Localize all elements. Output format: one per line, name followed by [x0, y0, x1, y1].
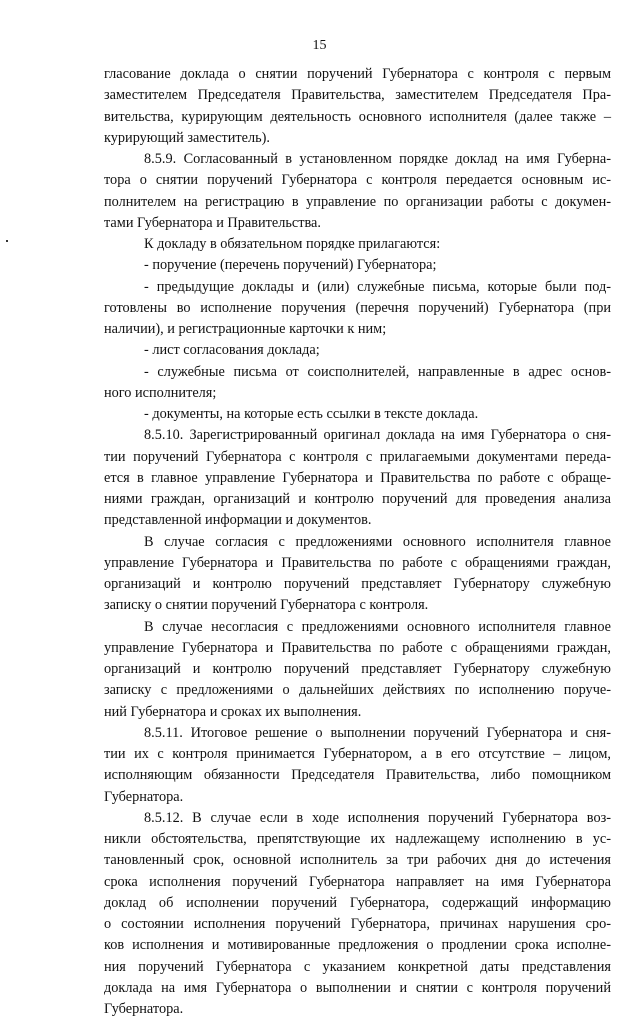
text-line: ния поручений Губернатора с указанием конкретной даты представления: [104, 958, 611, 975]
text-line: срока исполнения поручений Губернатора направляет на имя Губернатора: [104, 873, 611, 890]
text-line: 8.5.10. Зарегистрированный оригинал доклада на имя Губернатора о сня-: [144, 427, 611, 444]
text-line: 8.5.12. В случае если в ходе исполнения поручений Губернатора воз-: [144, 809, 611, 826]
text-line: заместителем Председателя Правительства, заместителем Председателя Пра-: [104, 87, 611, 104]
document-body: [104, 64, 611, 1020]
text-line: никли обстоятельства, препятствующие их надлежащему исполнению в ус-: [104, 831, 611, 847]
text-line: организаций и контролю поручений представляет Губернатору служебную: [104, 576, 611, 592]
text-line: - предыдущие доклады и (или) служебные письма, которые были под-: [144, 278, 611, 295]
text-line: Губернатора.: [104, 788, 184, 805]
margin-speck: [6, 240, 8, 242]
text-line: наличии), и регистрационные карточки к ним;: [104, 321, 387, 337]
text-line: полнителем на регистрацию в управление по организации работы с докумен-: [104, 193, 611, 210]
text-line: организаций и контролю поручений представляет Губернатору служебную: [104, 661, 611, 677]
text-line: тора о снятии поручений Губернатора с контроля передается основным ис-: [104, 172, 611, 189]
text-line: тановленный срок, основной исполнитель за три рабочих дня до истечения: [104, 852, 611, 869]
text-line: управление Губернатора и Правительства по работе с обращениями граждан,: [104, 639, 611, 656]
text-line: тии поручений Губернатора с контроля с прилагаемыми документами переда-: [104, 448, 611, 465]
text-line: записку о снятии поручений Губернатора с контроля.: [104, 597, 429, 614]
text-line: 8.5.11. Итоговое решение о выполнении поручений Губернатора и сня-: [144, 724, 611, 741]
text-line: ниями граждан, организаций и контролю поручений для проведения анализа: [104, 491, 611, 507]
text-line: тами Губернатора и Правительства.: [104, 214, 321, 231]
text-line: В случае несогласия с предложениями основного исполнителя главное: [144, 618, 611, 635]
text-line: доклада на имя Губернатора о выполнении и снятии с контроля поручений: [104, 979, 611, 996]
text-line: представленной информации и документов.: [104, 512, 372, 529]
text-line: - служебные письма от соисполнителей, направленные в адрес основ-: [144, 363, 611, 380]
text-line: исполняющим обязанности Председателя Правительства, либо помощником: [104, 767, 611, 784]
text-line: 8.5.9. Согласованный в установленном порядке доклад на имя Губерна-: [144, 151, 611, 167]
text-line: ного исполнителя;: [104, 384, 217, 401]
text-line: управление Губернатора и Правительства по работе с обращениями граждан,: [104, 554, 611, 571]
text-line: ков исполнения и мотивированные предложения о продлении срока исполне-: [104, 937, 611, 954]
text-line: записку с предложениями о дальнейших действиях по исполнению поруче-: [104, 682, 611, 699]
text-line: о состоянии исполнения поручений Губернатора, причинах нарушения сро-: [104, 916, 611, 932]
text-line: вительства, курирующим деятельность основного исполнителя (далее также –: [104, 108, 611, 125]
text-line: В случае согласия с предложениями основного исполнителя главное: [144, 533, 611, 550]
text-line: ний Губернатора и сроках их выполнения.: [104, 703, 362, 720]
text-line: - поручение (перечень поручений) Губернатора;: [144, 257, 437, 274]
text-line: - лист согласования доклада;: [144, 342, 320, 359]
text-line: Губернатора.: [104, 1001, 184, 1017]
text-line: курирующий заместитель).: [104, 129, 270, 146]
text-line: ется в главное управление Губернатора и Правительства по работе с обраще-: [104, 469, 611, 486]
text-line: гласование доклада о снятии поручений Губернатора с контроля с первым: [104, 66, 611, 82]
text-line: готовлены во исполнение поручения (перечня поручений) Губернатора (при: [104, 299, 611, 316]
text-line: доклад об исполнении поручений Губернатора, содержащий информацию: [104, 894, 611, 911]
page-number: 15: [312, 38, 327, 53]
text-line: - документы, на которые есть ссылки в тексте доклада.: [144, 406, 479, 422]
text-line: тии их с контроля принимается Губернатором, а в его отсутствие – лицом,: [104, 746, 611, 762]
text-line: К докладу в обязательном порядке прилагаются:: [144, 236, 441, 252]
